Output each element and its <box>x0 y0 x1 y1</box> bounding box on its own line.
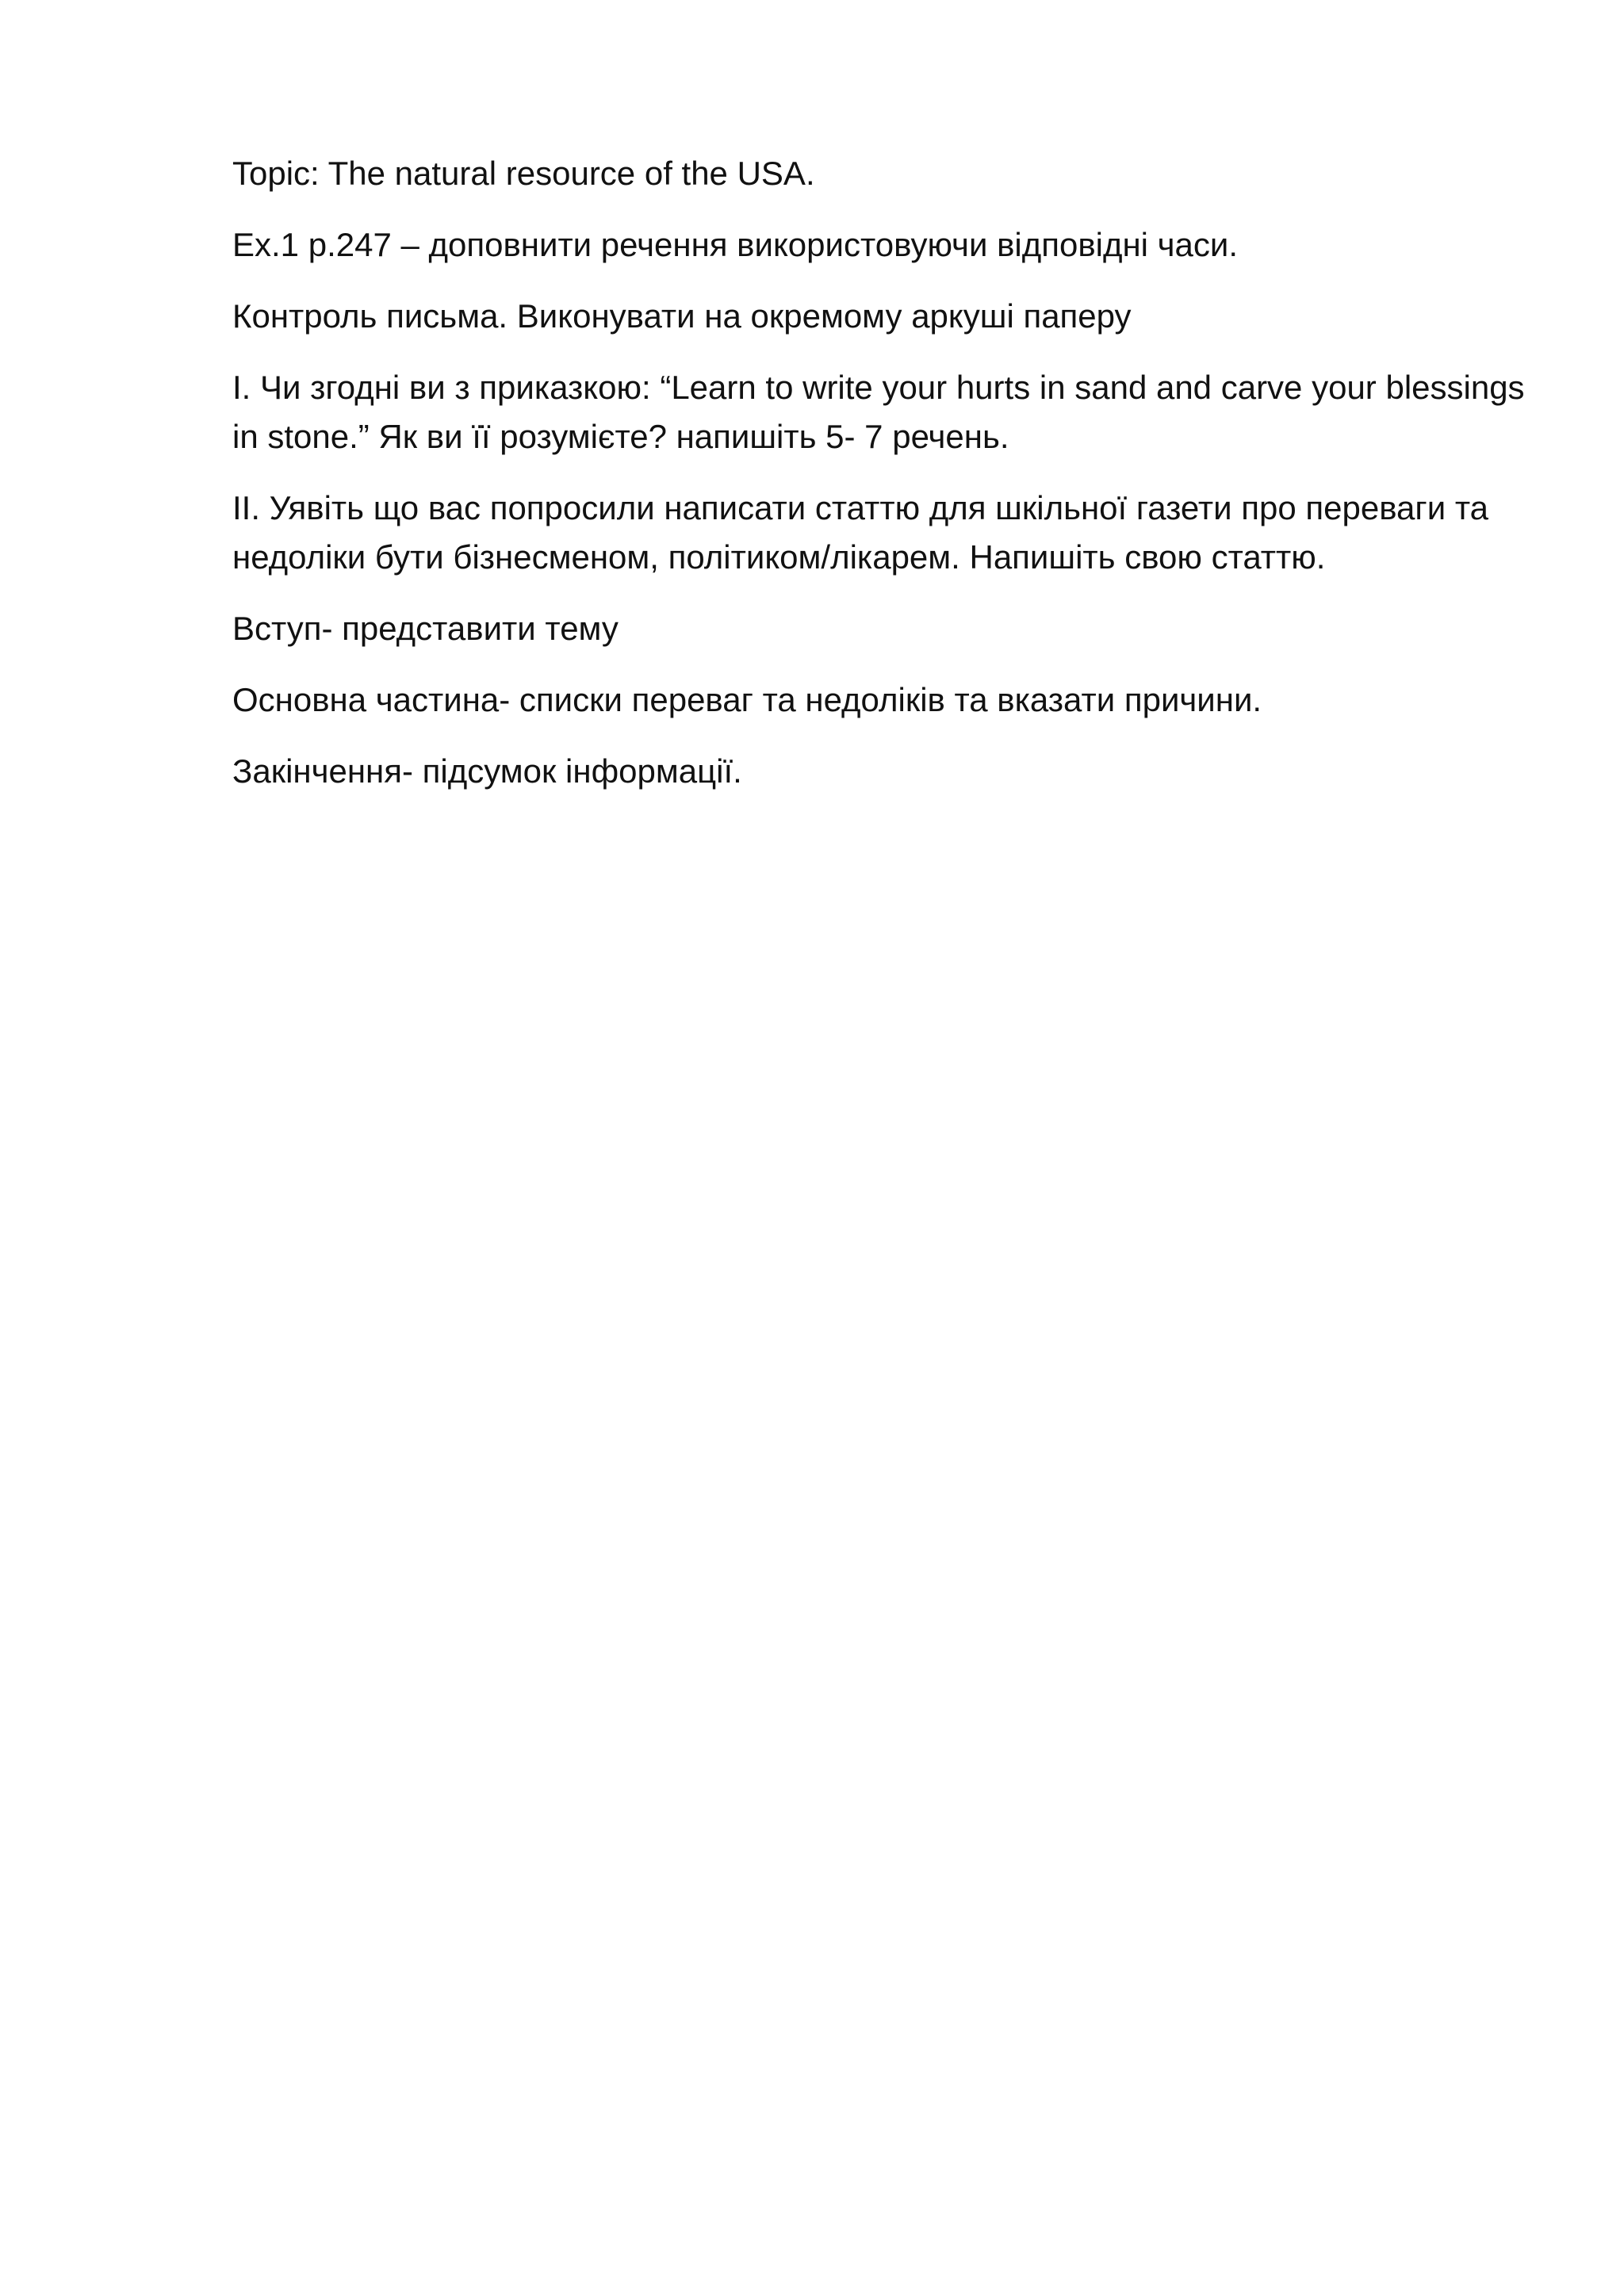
main-part-line: Основна частина- списки переваг та недоліків та вказати причини. <box>232 681 1262 718</box>
introduction-line: Вступ- представити тему <box>232 610 619 647</box>
writing-control-heading: Контроль письма. Виконувати на окремому аркуші паперу <box>232 297 1132 335</box>
conclusion-line: Закінчення- підсумок інформації. <box>232 752 742 790</box>
document-body <box>232 149 1533 818</box>
exercise-line: Ex.1 p.247 – доповнити речення використовуючи відповідні часи. <box>232 226 1239 263</box>
task-one: I. Чи згодні ви з приказкою: “Learn to write your hurts in sand and carve your blessings in stone.” Як ви її розумієте? напишіть 5- 7 речень. <box>232 369 1525 455</box>
task-two: II. Уявіть що вас попросили написати статтю для шкільної газети про переваги та недоліки бути бізнесменом, політиком/лікарем. Напишіть свою статтю. <box>232 489 1488 576</box>
topic-line: Topic: The natural resource of the USA. <box>232 155 815 192</box>
